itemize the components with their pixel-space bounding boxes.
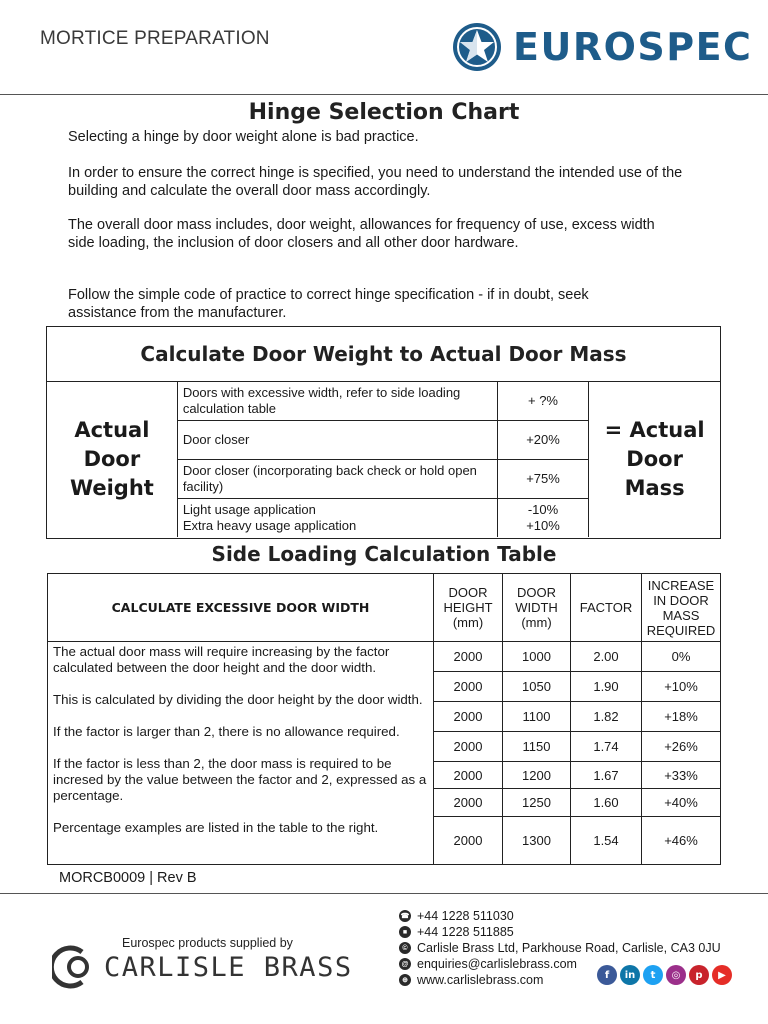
- label-line: Door: [83, 447, 141, 471]
- cell-width: 1300: [503, 817, 571, 865]
- table-row: [178, 499, 588, 537]
- label-line: = Actual: [604, 418, 705, 442]
- cell-width: 1050: [503, 672, 571, 702]
- header-line: MASS: [662, 607, 700, 623]
- cell-height: 2000: [434, 702, 503, 732]
- intro-paragraph: The overall door mass includes, door weight, allowances for frequency of use, excess width side loading, the inclusion of door closers and all other door hardware.: [68, 217, 655, 251]
- column-header: FACTOR: [571, 574, 642, 642]
- cell-factor: 1.67: [571, 762, 642, 789]
- cell-text: +75%: [526, 471, 560, 486]
- column-header: [434, 574, 503, 642]
- allowance-description: [178, 499, 498, 537]
- cell-width: 1250: [503, 789, 571, 817]
- note-paragraph: This is calculated by dividing the door height by the door width.: [53, 692, 423, 707]
- document-reference: MORCB0009 | Rev B: [59, 870, 197, 886]
- cell-text: Doors with excessive width, refer to side loading calculation table: [182, 385, 461, 416]
- phone-icon: ☎: [399, 910, 411, 922]
- header-divider: [0, 94, 768, 95]
- header-line: WIDTH: [515, 600, 558, 615]
- cell-increase: +33%: [642, 762, 721, 789]
- note-paragraph: The actual door mass will require increasing by the factor calculated between the door height and the door width.: [53, 644, 390, 675]
- contact-text: Carlisle Brass Ltd, Parkhouse Road, Carlisle, CA3 0JU: [417, 941, 721, 955]
- note-paragraph: If the factor is less than 2, the door mass is required to be incresed by the value between the factor and 2, expressed as a percentage.: [53, 756, 427, 803]
- cell-width: 1100: [503, 702, 571, 732]
- header-line: INCREASE: [647, 577, 715, 593]
- door-mass-table: [46, 326, 721, 539]
- cell-increase: +10%: [642, 672, 721, 702]
- cell-height: 2000: [434, 732, 503, 762]
- eurospec-logo: [452, 22, 752, 72]
- cell-height: 2000: [434, 817, 503, 865]
- cell-factor: 1.74: [571, 732, 642, 762]
- column-header: [503, 574, 571, 642]
- cell-text: +20%: [526, 432, 560, 447]
- fax-icon: ■: [399, 926, 411, 938]
- allowance-description: [178, 421, 498, 459]
- brand-name: EUROSPEC: [513, 25, 753, 69]
- cell-factor: 1.82: [571, 702, 642, 732]
- cell-height: 2000: [434, 672, 503, 702]
- star-icon: [452, 22, 502, 72]
- youtube-icon[interactable]: ▶: [712, 965, 732, 985]
- page-title: Hinge Selection Chart: [248, 100, 520, 125]
- cell-factor: 1.60: [571, 789, 642, 817]
- cell-text: Light usage application: [182, 502, 316, 517]
- globe-icon: ⊕: [399, 974, 411, 986]
- copyright-icon: ©: [399, 942, 411, 954]
- table-row: [178, 421, 588, 460]
- allowance-rows: [178, 382, 589, 537]
- cell-width: 1200: [503, 762, 571, 789]
- intro-paragraph: Selecting a hinge by door weight alone is bad practice.: [68, 129, 419, 145]
- note-paragraph: If the factor is larger than 2, there is no allowance required.: [53, 724, 400, 739]
- table-row: [48, 642, 721, 672]
- cell-height: 2000: [434, 642, 503, 672]
- header-line: HEIGHT: [443, 600, 493, 615]
- calculation-notes: [48, 642, 434, 865]
- contact-text: enquiries@carlislebrass.com: [417, 957, 577, 971]
- allowance-value: [498, 499, 588, 537]
- carlisle-brass-logo: [52, 944, 353, 990]
- header-line: REQUIRED: [646, 622, 716, 638]
- door-mass-title: Calculate Door Weight to Actual Door Mass: [47, 327, 720, 382]
- cell-width: 1000: [503, 642, 571, 672]
- contact-text: www.carlislebrass.com: [417, 973, 544, 987]
- footer-divider: [0, 893, 768, 894]
- actual-door-weight-label: [47, 382, 178, 537]
- table-header-row: [48, 574, 721, 642]
- allowance-description: [178, 382, 498, 420]
- instagram-icon[interactable]: ◎: [666, 965, 686, 985]
- cell-text: Door closer: [182, 432, 250, 447]
- cell-height: 2000: [434, 789, 503, 817]
- allowance-description: [178, 460, 498, 498]
- cell-text: + ?%: [528, 393, 558, 408]
- supplied-by-text: Eurospec products supplied by: [122, 936, 293, 950]
- contact-phone[interactable]: [399, 908, 721, 924]
- email-icon: @: [399, 958, 411, 970]
- intro-paragraph: Follow the simple code of practice to correct hinge specification - if in doubt, seek assistance from the manufacturer.: [68, 287, 589, 321]
- column-header: CALCULATE EXCESSIVE DOOR WIDTH: [48, 574, 434, 642]
- label-line: Mass: [624, 476, 685, 500]
- header-line: IN DOOR: [653, 592, 709, 608]
- allowance-value: [498, 382, 588, 420]
- cell-increase: +26%: [642, 732, 721, 762]
- allowance-value: [498, 460, 588, 498]
- linkedin-icon[interactable]: in: [620, 965, 640, 985]
- header-line: (mm): [521, 615, 552, 630]
- twitter-icon[interactable]: t: [643, 965, 663, 985]
- cell-factor: 1.90: [571, 672, 642, 702]
- cell-increase: 0%: [642, 642, 721, 672]
- cell-text: +10%: [526, 518, 560, 533]
- cell-factor: 1.54: [571, 817, 642, 865]
- pinterest-icon[interactable]: p: [689, 965, 709, 985]
- actual-door-mass-label: [589, 382, 720, 537]
- contact-address: [399, 940, 721, 956]
- contact-text: +44 1228 511030: [417, 909, 514, 923]
- table-row: [178, 382, 588, 421]
- contact-fax[interactable]: [399, 924, 721, 940]
- header-line: DOOR: [448, 585, 488, 600]
- cell-text: -10%: [527, 502, 559, 517]
- cell-text: Extra heavy usage application: [182, 518, 357, 533]
- carlisle-brass-name: CARLISLE BRASS: [104, 951, 353, 983]
- label-line: Door: [626, 447, 683, 471]
- side-loading-table: [47, 573, 721, 865]
- cell-increase: +46%: [642, 817, 721, 865]
- label-line: Actual: [74, 418, 150, 442]
- allowance-value: [498, 421, 588, 459]
- facebook-icon[interactable]: f: [597, 965, 617, 985]
- cell-increase: +40%: [642, 789, 721, 817]
- column-header: [642, 574, 721, 642]
- contact-text: +44 1228 511885: [417, 925, 514, 939]
- cell-increase: +18%: [642, 702, 721, 732]
- label-line: Weight: [69, 476, 154, 500]
- side-loading-title: Side Loading Calculation Table: [211, 542, 557, 566]
- cell-height: 2000: [434, 762, 503, 789]
- intro-paragraph: In order to ensure the correct hinge is specified, you need to understand the intended use of the building and calculate the overall door mass accordingly.: [68, 165, 683, 199]
- table-row: [178, 460, 588, 499]
- cell-text: Door closer (incorporating back check or hold open facility): [182, 463, 477, 494]
- header-line: DOOR: [517, 585, 556, 600]
- cell-factor: 2.00: [571, 642, 642, 672]
- carlisle-brass-mark-icon: [52, 944, 96, 990]
- note-paragraph: Percentage examples are listed in the table to the right.: [53, 820, 379, 835]
- social-links: [597, 965, 735, 985]
- cell-width: 1150: [503, 732, 571, 762]
- header-line: (mm): [452, 615, 484, 630]
- section-label: MORTICE PREPARATION: [40, 28, 270, 49]
